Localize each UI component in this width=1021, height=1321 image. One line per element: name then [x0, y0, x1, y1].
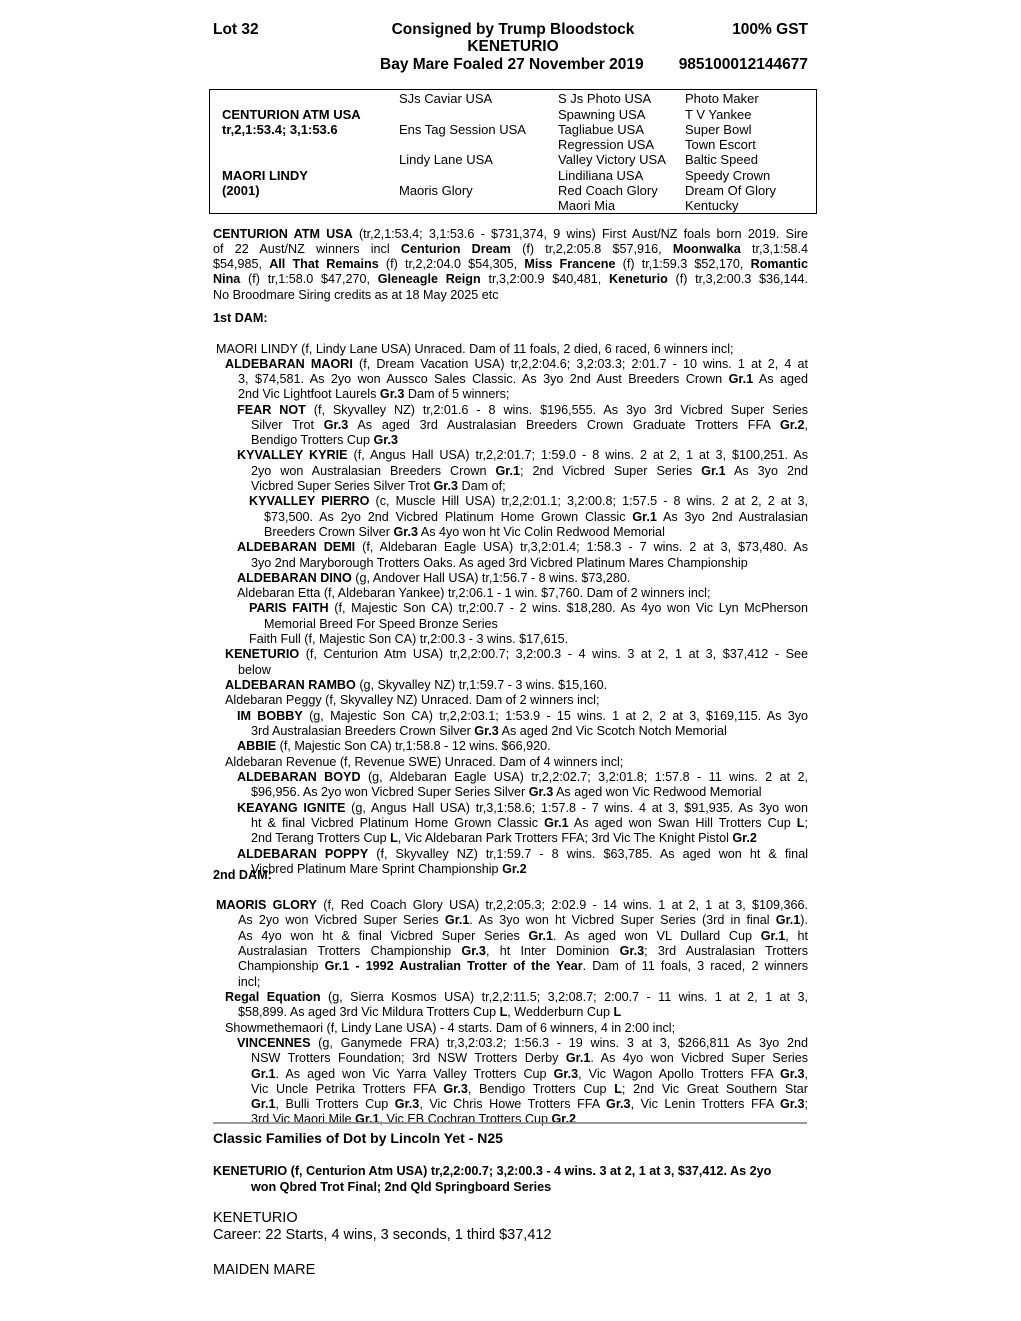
first-dam-line: ALDEBARAN DEMI (f, Aldebaran Eagle USA) tr,3,2:01.4; 1:58.3 - 7 wins. 2 at 3, $73,480. As — [237, 540, 808, 554]
pedigree-gen3-item: Regression USA — [558, 137, 655, 152]
second-dam-line: 3rd Vic Maori Mile Gr.1, Vic EB Cochran Trotters Cup Gr.2 — [251, 1112, 577, 1126]
first-dam-line: PARIS FAITH (f, Majestic Son CA) tr,2:00.7 - 2 wins. $18,280. As 4yo won Vic Lyn McPherson — [249, 601, 808, 615]
second-dam-heading: 2nd DAM: — [213, 868, 272, 882]
second-dam-line: MAORIS GLORY (f, Red Coach Glory USA) tr,2,2:05.3; 2:02.9 - 14 wins. 1 at 2, 1 at 3, $109,366. — [216, 898, 809, 912]
career-record: Career: 22 Starts, 4 wins, 3 seconds, 1 third $37,412 — [213, 1227, 552, 1243]
first-dam-heading: 1st DAM: — [213, 311, 268, 325]
pedigree-gen4-item: Baltic Speed — [685, 152, 758, 167]
second-dam-line: $58,899. As aged 3rd Vic Mildura Trotters Cup L, Wedderburn Cup L — [238, 1005, 622, 1019]
pedigree-gen2-item: SJs Caviar USA — [399, 91, 493, 106]
family-line: Classic Families of Dot by Lincoln Yet - N25 — [213, 1130, 503, 1146]
horse-description: Bay Mare Foaled 27 November 2019 — [380, 56, 644, 73]
second-dam-line: As 2yo won Vicbred Super Series Gr.1. As 3yo won ht Vicbred Super Series (3rd in final Gr.1). — [238, 913, 808, 927]
first-dam-line: $96,956. As 2yo won Vicbred Super Series Silver Gr.3 As aged won Vic Redwood Memorial — [251, 785, 762, 799]
first-dam-line: Vicbred Super Series Silver Trot Gr.3 Dam of; — [251, 479, 506, 493]
second-dam-line: As 4yo won ht & final Vicbred Super Series Gr.1. As aged won VL Dullard Cup Gr.1, ht — [238, 929, 808, 943]
sire-summary-line: $54,985, All That Remains (f) tr,2,2:04.0 $54,305, Miss Francene (f) tr,1:59.3 $52,170, Romantic — [213, 257, 808, 271]
pedigree-gen2-item: Ens Tag Session USA — [399, 122, 526, 137]
first-dam-line: Breeders Crown Silver Gr.3 As 4yo won ht Vic Colin Redwood Memorial — [264, 525, 665, 539]
first-dam-line: Vicbred Platinum Mare Sprint Championship Gr.2 — [251, 862, 527, 876]
second-dam-line: Gr.1, Bulli Trotters Cup Gr.3, Vic Chris Howe Trotters FFA Gr.3, Vic Lenin Trotters FFA Gr.3; — [251, 1097, 808, 1111]
second-dam-line: VINCENNES (g, Ganymede FRA) tr,3,2:03.2; 1:56.3 - 19 wins. 3 at 3, $266,811 As 3yo 2nd — [237, 1036, 808, 1050]
first-dam-line: Silver Trot Gr.3 As aged 3rd Australasian Breeders Crown Graduate Trotters FFA Gr.2, — [251, 418, 808, 432]
first-dam-line: 2nd Vic Lightfoot Laurels Gr.3 Dam of 5 winners; — [238, 387, 510, 401]
pedigree-gen4-item: Super Bowl — [685, 122, 752, 137]
sire-summary-line: of 22 Aust/NZ winners incl Centurion Dream (f) tr,2,2:05.8 $57,916, Moonwalka tr,3,1:58.4 — [213, 242, 809, 256]
pedigree-dam: MAORI LINDY — [222, 168, 308, 183]
summary-line-cont: won Qbred Trot Final; 2nd Qld Springboard Series — [251, 1180, 552, 1194]
microchip-number: 985100012144677 — [678, 56, 808, 73]
sire-summary-line: Nina (f) tr,1:58.0 $47,270, Gleneagle Reign tr,3,2:00.9 $40,481, Keneturio (f) tr,3,2:00.3 $36,144. — [213, 272, 808, 286]
pedigree-gen4-item: Kentucky — [685, 198, 739, 213]
first-dam-line: 3yo 2nd Maryborough Trotters Oaks. As aged 3rd Vicbred Platinum Mares Championship — [251, 556, 748, 570]
first-dam-line: 2nd Terang Trotters Cup L, Vic Aldebaran Park Trotters FFA; 3rd Vic The Knight Pistol Gr.2 — [251, 831, 757, 845]
second-dam-line: Showmethemaori (f, Lindy Lane USA) - 4 starts. Dam of 6 winners, 4 in 2:00 incl; — [225, 1021, 676, 1035]
career-horse-name: KENETURIO — [213, 1210, 298, 1226]
pedigree-gen4-item: Speedy Crown — [685, 168, 771, 183]
second-dam-line: NSW Trotters Foundation; 3rd NSW Trotters Derby Gr.1. As 4yo won Vicbred Super Series — [251, 1051, 808, 1065]
pedigree-dam-year: (2001) — [222, 183, 260, 198]
first-dam-line: Faith Full (f, Majestic Son CA) tr,2:00.3 - 3 wins. $17,615. — [249, 632, 569, 646]
summary-line: KENETURIO (f, Centurion Atm USA) tr,2,2:00.7; 3,2:00.3 - 4 wins. 3 at 2, 1 at 3, $37,412. As 2yo — [213, 1164, 772, 1178]
pedigree-gen3-item: Spawning USA — [558, 107, 646, 122]
second-dam-line: Australasian Trotters Championship Gr.3, ht Inter Dominion Gr.3; 3rd Australasian Trotters — [238, 944, 808, 958]
pedigree-gen4-item: T V Yankee — [685, 107, 752, 122]
consignor: Consigned by Trump Bloodstock — [391, 21, 635, 38]
first-dam-line: Aldebaran Peggy (f, Skyvalley NZ) Unraced. Dam of 2 winners incl; — [225, 693, 600, 707]
first-dam-line: ALDEBARAN POPPY (f, Skyvalley NZ) tr,1:59.7 - 8 wins. $63,785. As aged won ht & final — [237, 847, 808, 861]
section-divider — [213, 1122, 807, 1124]
pedigree-gen3-item: Lindiliana USA — [558, 168, 644, 183]
pedigree-gen3-item: Maori Mia — [558, 198, 616, 213]
first-dam-line: ALDEBARAN RAMBO (g, Skyvalley NZ) tr,1:59.7 - 3 wins. $15,160. — [225, 678, 608, 692]
pedigree-gen2-item: Lindy Lane USA — [399, 152, 493, 167]
first-dam-line: Aldebaran Etta (f, Aldebaran Yankee) tr,2:06.1 - 1 win. $7,760. Dam of 2 winners incl; — [237, 586, 711, 600]
first-dam-line: KENETURIO (f, Centurion Atm USA) tr,2,2:00.7; 3,2:00.3 - 4 wins. 3 at 2, 1 at 3, $37,412 - See — [225, 647, 808, 661]
pedigree-sire-record: tr,2,1:53.4; 3,1:53.6 — [222, 122, 338, 137]
first-dam-line: IM BOBBY (g, Majestic Son CA) tr,2,2:03.1; 1:53.9 - 15 wins. 1 at 2, 2 at 3, $169,115. As 3yo — [237, 709, 808, 723]
pedigree-sire: CENTURION ATM USA — [222, 107, 361, 122]
gst-status: 100% GST — [732, 21, 808, 38]
first-dam-line: Memorial Breed For Speed Bronze Series — [264, 617, 498, 631]
first-dam-line: KYVALLEY PIERRO (c, Muscle Hill USA) tr,2,2:01.1; 3,2:00.8; 1:57.5 - 8 wins. 2 at 2, 2 at 3, — [249, 494, 808, 508]
first-dam-line: ABBIE (f, Majestic Son CA) tr,1:58.8 - 12 wins. $66,920. — [237, 739, 551, 753]
second-dam-line: incl; — [238, 975, 261, 989]
first-dam-line: Bendigo Trotters Cup Gr.3 — [251, 433, 399, 447]
second-dam-line: Championship Gr.1 - 1992 Australian Trotter of the Year. Dam of 11 foals, 3 raced, 2 winners — [238, 959, 809, 973]
first-dam-line: ALDEBARAN BOYD (g, Aldebaran Eagle USA) tr,2,2:02.7; 3,2:01.8; 1:57.8 - 11 wins. 2 at 2, — [237, 770, 808, 784]
first-dam-line: ht & final Vicbred Platinum Home Grown Classic Gr.1 As aged won Swan Hill Trotters Cup L; — [251, 816, 808, 830]
first-dam-line: ALDEBARAN DINO (g, Andover Hall USA) tr,1:56.7 - 8 wins. $73,280. — [237, 571, 631, 585]
first-dam-line: ALDEBARAN MAORI (f, Dream Vacation USA) tr,2,2:04.6; 3,2:03.3; 2:01.7 - 10 wins. 1 at 2, 4 at — [225, 357, 808, 371]
second-dam-line: Vic Uncle Petrika Trotters FFA Gr.3, Bendigo Trotters Cup L; 2nd Vic Great Southern Star — [251, 1082, 808, 1096]
pedigree-gen4-item: Town Escort — [685, 137, 756, 152]
first-dam-line: Aldebaran Revenue (f, Revenue SWE) Unraced. Dam of 4 winners incl; — [225, 755, 624, 769]
second-dam-line: Regal Equation (g, Sierra Kosmos USA) tr,2,2:11.5; 3,2:08.7; 2:00.7 - 11 wins. 1 at 2, 1 at 3, — [225, 990, 808, 1004]
pedigree-gen2-item: Maoris Glory — [399, 183, 473, 198]
first-dam-line: 3rd Australasian Breeders Crown Silver Gr.3 As aged 2nd Vic Scotch Notch Memorial — [251, 724, 727, 738]
race-status: MAIDEN MARE — [213, 1262, 316, 1278]
pedigree-gen4-item: Dream Of Glory — [685, 183, 777, 198]
first-dam-line: $73,500. As 2yo 2nd Vicbred Platinum Home Grown Classic Gr.1 As 3yo 2nd Australasian — [264, 510, 809, 524]
sire-summary-line: CENTURION ATM USA (tr,2,1:53.4; 3,1:53.6 - $731,374, 9 wins) First Aust/NZ foals born 2019. Sire — [213, 227, 808, 241]
lot-number: Lot 32 — [213, 21, 259, 38]
first-dam-line: 2yo won Australasian Breeders Crown Gr.1; 2nd Vicbred Super Series Gr.1 As 3yo 2nd — [251, 464, 808, 478]
pedigree-gen3-item: Red Coach Glory — [558, 183, 658, 198]
first-dam-line: KEAYANG IGNITE (g, Angus Hall USA) tr,3,1:58.6; 1:57.8 - 7 wins. 4 at 3, $91,935. As 3yo won — [237, 801, 808, 815]
first-dam-line: below — [238, 663, 271, 677]
second-dam-line: Gr.1. As aged won Vic Yarra Valley Trotters Cup Gr.3, Vic Wagon Apollo Trotters FFA Gr.3, — [251, 1067, 809, 1081]
first-dam-line: FEAR NOT (f, Skyvalley NZ) tr,2:01.6 - 8 wins. $196,555. As 3yo 3rd Vicbred Super Series — [237, 403, 808, 417]
pedigree-gen4-item: Photo Maker — [685, 91, 759, 106]
first-dam-line: MAORI LINDY (f, Lindy Lane USA) Unraced. Dam of 11 foals, 2 died, 6 raced, 6 winners incl; — [216, 342, 734, 356]
horse-name: KENETURIO — [467, 38, 559, 55]
pedigree-gen3-item: Tagliabue USA — [558, 122, 644, 137]
pedigree-gen3-item: S Js Photo USA — [558, 91, 652, 106]
sire-summary-line: No Broodmare Siring credits as at 18 May 2025 etc — [213, 288, 499, 302]
pedigree-gen3-item: Valley Victory USA — [558, 152, 666, 167]
first-dam-line: KYVALLEY KYRIE (f, Angus Hall USA) tr,2,2:01.7; 1:59.0 - 8 wins. 2 at 2, 1 at 3, $100,251. As — [237, 448, 809, 462]
first-dam-line: 3, $74,581. As 2yo won Aussco Sales Classic. As 3yo 2nd Aust Breeders Crown Gr.1 As aged — [238, 372, 808, 386]
